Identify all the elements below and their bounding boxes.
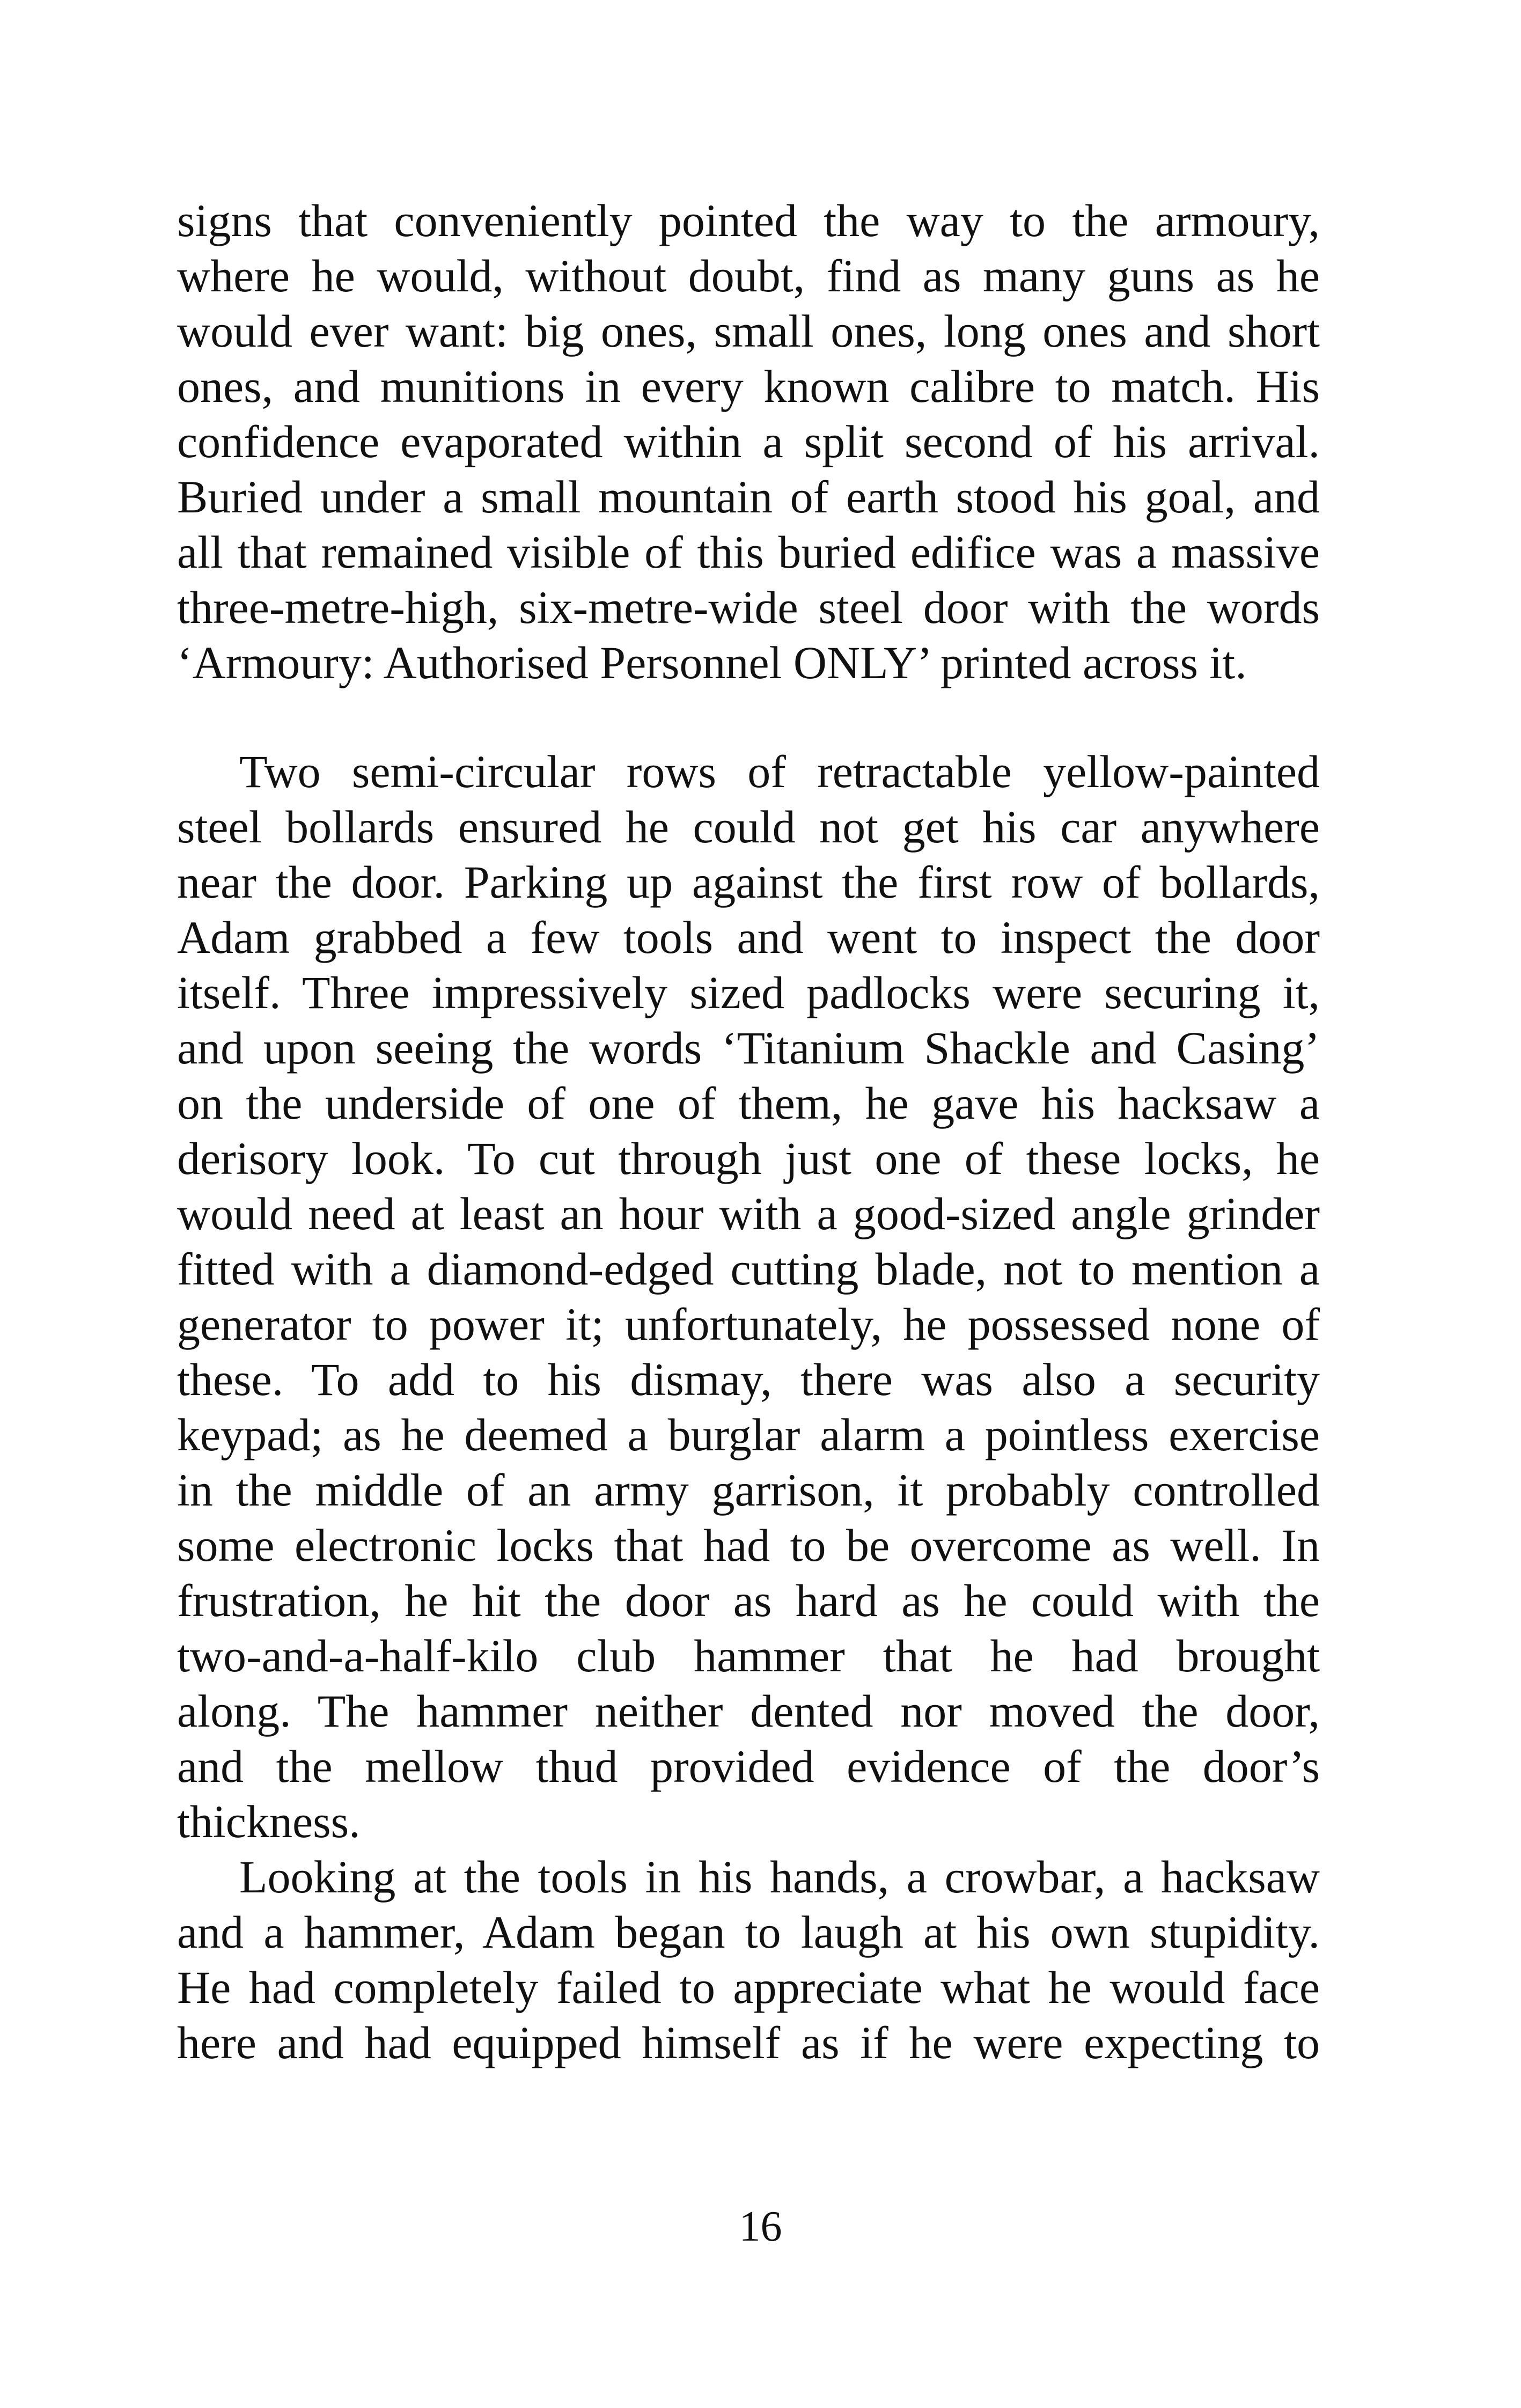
text-line: on the underside of one of them, he gave his hacksaw a: [177, 1077, 1320, 1129]
text-line: in the middle of an army garrison, it probably controlled: [177, 1464, 1320, 1516]
text-line: and a hammer, Adam began to laugh at his own stupidity.: [177, 1906, 1320, 1958]
text-line: derisory look. To cut through just one of these locks, he: [177, 1133, 1320, 1184]
text-line: ones, and munitions in every known calibre to match. His: [177, 361, 1320, 412]
text-line: steel bollards ensured he could not get his car anywhere: [177, 801, 1320, 853]
text-line: itself. Three impressively sized padlocks were securing it,: [177, 967, 1320, 1018]
text-line: ‘Armoury: Authorised Personnel ONLY’ printed across it.: [177, 637, 1247, 688]
text-line: Looking at the tools in his hands, a crowbar, a hacksaw: [239, 1851, 1320, 1903]
text-line: these. To add to his dismay, there was also a security: [177, 1354, 1320, 1405]
paragraph-1: [177, 193, 1320, 691]
paragraph-2: [177, 744, 1320, 1849]
text-line: and the mellow thud provided evidence of the door’s: [177, 1741, 1320, 1792]
text-line: and upon seeing the words ‘Titanium Shackle and Casing’: [177, 1022, 1320, 1074]
text-line: all that remained visible of this buried edifice was a massive: [177, 526, 1320, 578]
text-line: near the door. Parking up against the first row of bollards,: [177, 856, 1320, 908]
text-line: fitted with a diamond-edged cutting blade, not to mention a: [177, 1243, 1320, 1295]
text-line: along. The hammer neither dented nor moved the door,: [177, 1685, 1320, 1737]
paragraph-3: [177, 1849, 1320, 2071]
page-body: [177, 193, 1320, 2071]
text-line: where he would, without doubt, find as many guns as he: [177, 250, 1320, 302]
text-line: thickness.: [177, 1796, 361, 1847]
text-line: confidence evaporated within a split second of his arrival.: [177, 416, 1320, 467]
text-line: Buried under a small mountain of earth stood his goal, and: [177, 471, 1320, 523]
text-line: would need at least an hour with a good-sized angle grinder: [177, 1188, 1320, 1239]
text-line: generator to power it; unfortunately, he possessed none of: [177, 1298, 1320, 1350]
text-line: He had completely failed to appreciate what he would face: [177, 1962, 1320, 2013]
text-line: frustration, he hit the door as hard as he could with the: [177, 1575, 1320, 1626]
text-line: some electronic locks that had to be overcome as well. In: [177, 1519, 1320, 1571]
text-line: signs that conveniently pointed the way to the armoury,: [177, 195, 1320, 246]
text-line: three-metre-high, six-metre-wide steel door with the words: [177, 582, 1320, 633]
text-line: keypad; as he deemed a burglar alarm a pointless exercise: [177, 1409, 1320, 1460]
text-line: would ever want: big ones, small ones, long ones and short: [177, 305, 1320, 357]
text-line: two-and-a-half-kilo club hammer that he had brought: [177, 1630, 1320, 1682]
text-line: here and had equipped himself as if he were expecting to: [177, 2017, 1320, 2068]
text-line: Two semi-circular rows of retractable yellow-painted: [239, 746, 1320, 797]
paragraph-gap: [177, 691, 1320, 744]
text-line: Adam grabbed a few tools and went to inspect the door: [177, 912, 1320, 963]
page-number: 16: [739, 2203, 782, 2250]
